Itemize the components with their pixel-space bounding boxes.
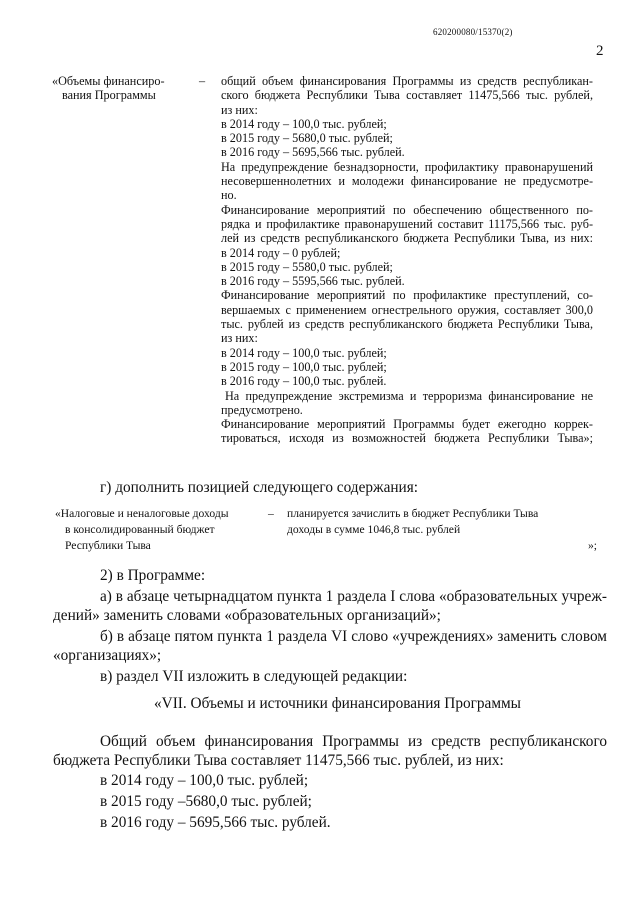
content-line: тироваться, исходя из возможностей бюджета Республики Тыва»; [221, 431, 593, 446]
content-line: доходы в сумме 1046,8 тыс. рублей [287, 523, 461, 536]
passport-row-label [52, 74, 187, 103]
content-line: в 2014 году – 100,0 тыс. рублей; [221, 116, 387, 131]
label-line: вания Программы [62, 88, 156, 103]
content-line: На предупреждение безнадзорности, профилактику правонарушений [221, 159, 593, 174]
content-line: в 2014 году – 100,0 тыс. рублей; [221, 345, 387, 360]
year-line: в 2015 году –5680,0 тыс. рублей; [100, 793, 312, 810]
content-line: Финансирование мероприятий по профилактике преступлений, со- [221, 288, 593, 303]
content-line: Финансирование мероприятий по обеспечению общественного по- [221, 202, 593, 217]
item-v: в) раздел VII изложить в следующей редакции: [100, 668, 408, 685]
content-line: общий объем финансирования Программы из средств республикан- [221, 74, 593, 88]
tax-row-label [55, 506, 265, 554]
content-line: ского бюджета Республики Тыва составляет 11475,566 тыс. рублей, [221, 88, 593, 103]
content-line: лей из средств республиканского бюджета Республики Тыва, из них: [221, 231, 593, 246]
content-line: в 2016 году – 5695,566 тыс. рублей. [221, 145, 405, 160]
content-line: в 2014 году – 0 рублей; [221, 245, 341, 260]
label-line: в консолидированный бюджет [65, 523, 215, 536]
year-line: в 2016 году – 5695,566 тыс. рублей. [100, 814, 331, 831]
passport-row-dash: – [199, 74, 206, 88]
content-line: но. [221, 188, 237, 203]
label-line: «Налоговые и неналоговые доходы [55, 507, 229, 520]
content-line: из них: [221, 102, 258, 117]
section-title: «VII. Объемы и источники финансирования Программы [154, 695, 521, 712]
page-number: 2 [596, 43, 604, 59]
label-line: Республики Тыва [65, 539, 151, 552]
content-line: несовершеннолетних и молодежи финансирование не предусмотре- [221, 174, 593, 189]
content-line: Финансирование мероприятий Программы будет ежегодно коррек- [221, 417, 593, 432]
item-a-line: дений» заменить словами «образовательных организаций»; [53, 607, 441, 624]
section-2-heading: 2) в Программе: [100, 567, 206, 584]
tax-row-dash: – [268, 507, 274, 520]
content-line: в 2015 году – 100,0 тыс. рублей; [221, 359, 387, 374]
year-line: в 2014 году – 100,0 тыс. рублей; [100, 772, 309, 789]
item-a-line: а) в абзаце четырнадцатом пункта 1 раздела I слова «образовательных учреж- [100, 588, 607, 605]
content-line: На предупреждение экстремизма и терроризма финансирование не [225, 388, 593, 403]
content-line: предусмотрено. [221, 402, 303, 417]
label-line: «Объемы финансиро- [52, 74, 165, 88]
tax-row-content [287, 506, 587, 538]
content-line: планируется зачислить в бюджет Республики Тыва [287, 507, 539, 520]
content-line: в 2015 году – 5680,0 тыс. рублей; [221, 131, 393, 146]
subitem-g: г) дополнить позицией следующего содержания: [100, 479, 419, 496]
body-paragraph-line: Общий объем финансирования Программы из средств республиканского [100, 733, 607, 750]
tax-row-end-quote: »; [588, 539, 598, 552]
content-line: рядка и профилактике правонарушений составит 11175,566 тыс. руб- [221, 216, 593, 231]
document-code: 620200080/15370(2) [433, 27, 513, 37]
content-line: тыс. рублей из средств республиканского бюджета Республики Тыва, [221, 317, 593, 332]
content-line: в 2015 году – 5580,0 тыс. рублей; [221, 259, 393, 274]
item-b-line: «организациях»; [53, 647, 162, 664]
content-line: из них: [221, 331, 258, 346]
body-paragraph-line: бюджета Республики Тыва составляет 11475,566 тыс. рублей, из них: [53, 752, 504, 769]
content-line: в 2016 году – 5595,566 тыс. рублей. [221, 274, 405, 289]
content-line: в 2016 году – 100,0 тыс. рублей. [221, 374, 387, 389]
item-b-line: б) в абзаце пятом пункта 1 раздела VI слово «учреждениях» заменить словом [100, 628, 607, 645]
content-line: вершаемых с применением огнестрельного оружия, составляет 300,0 [221, 302, 593, 317]
passport-row-content [221, 74, 593, 446]
